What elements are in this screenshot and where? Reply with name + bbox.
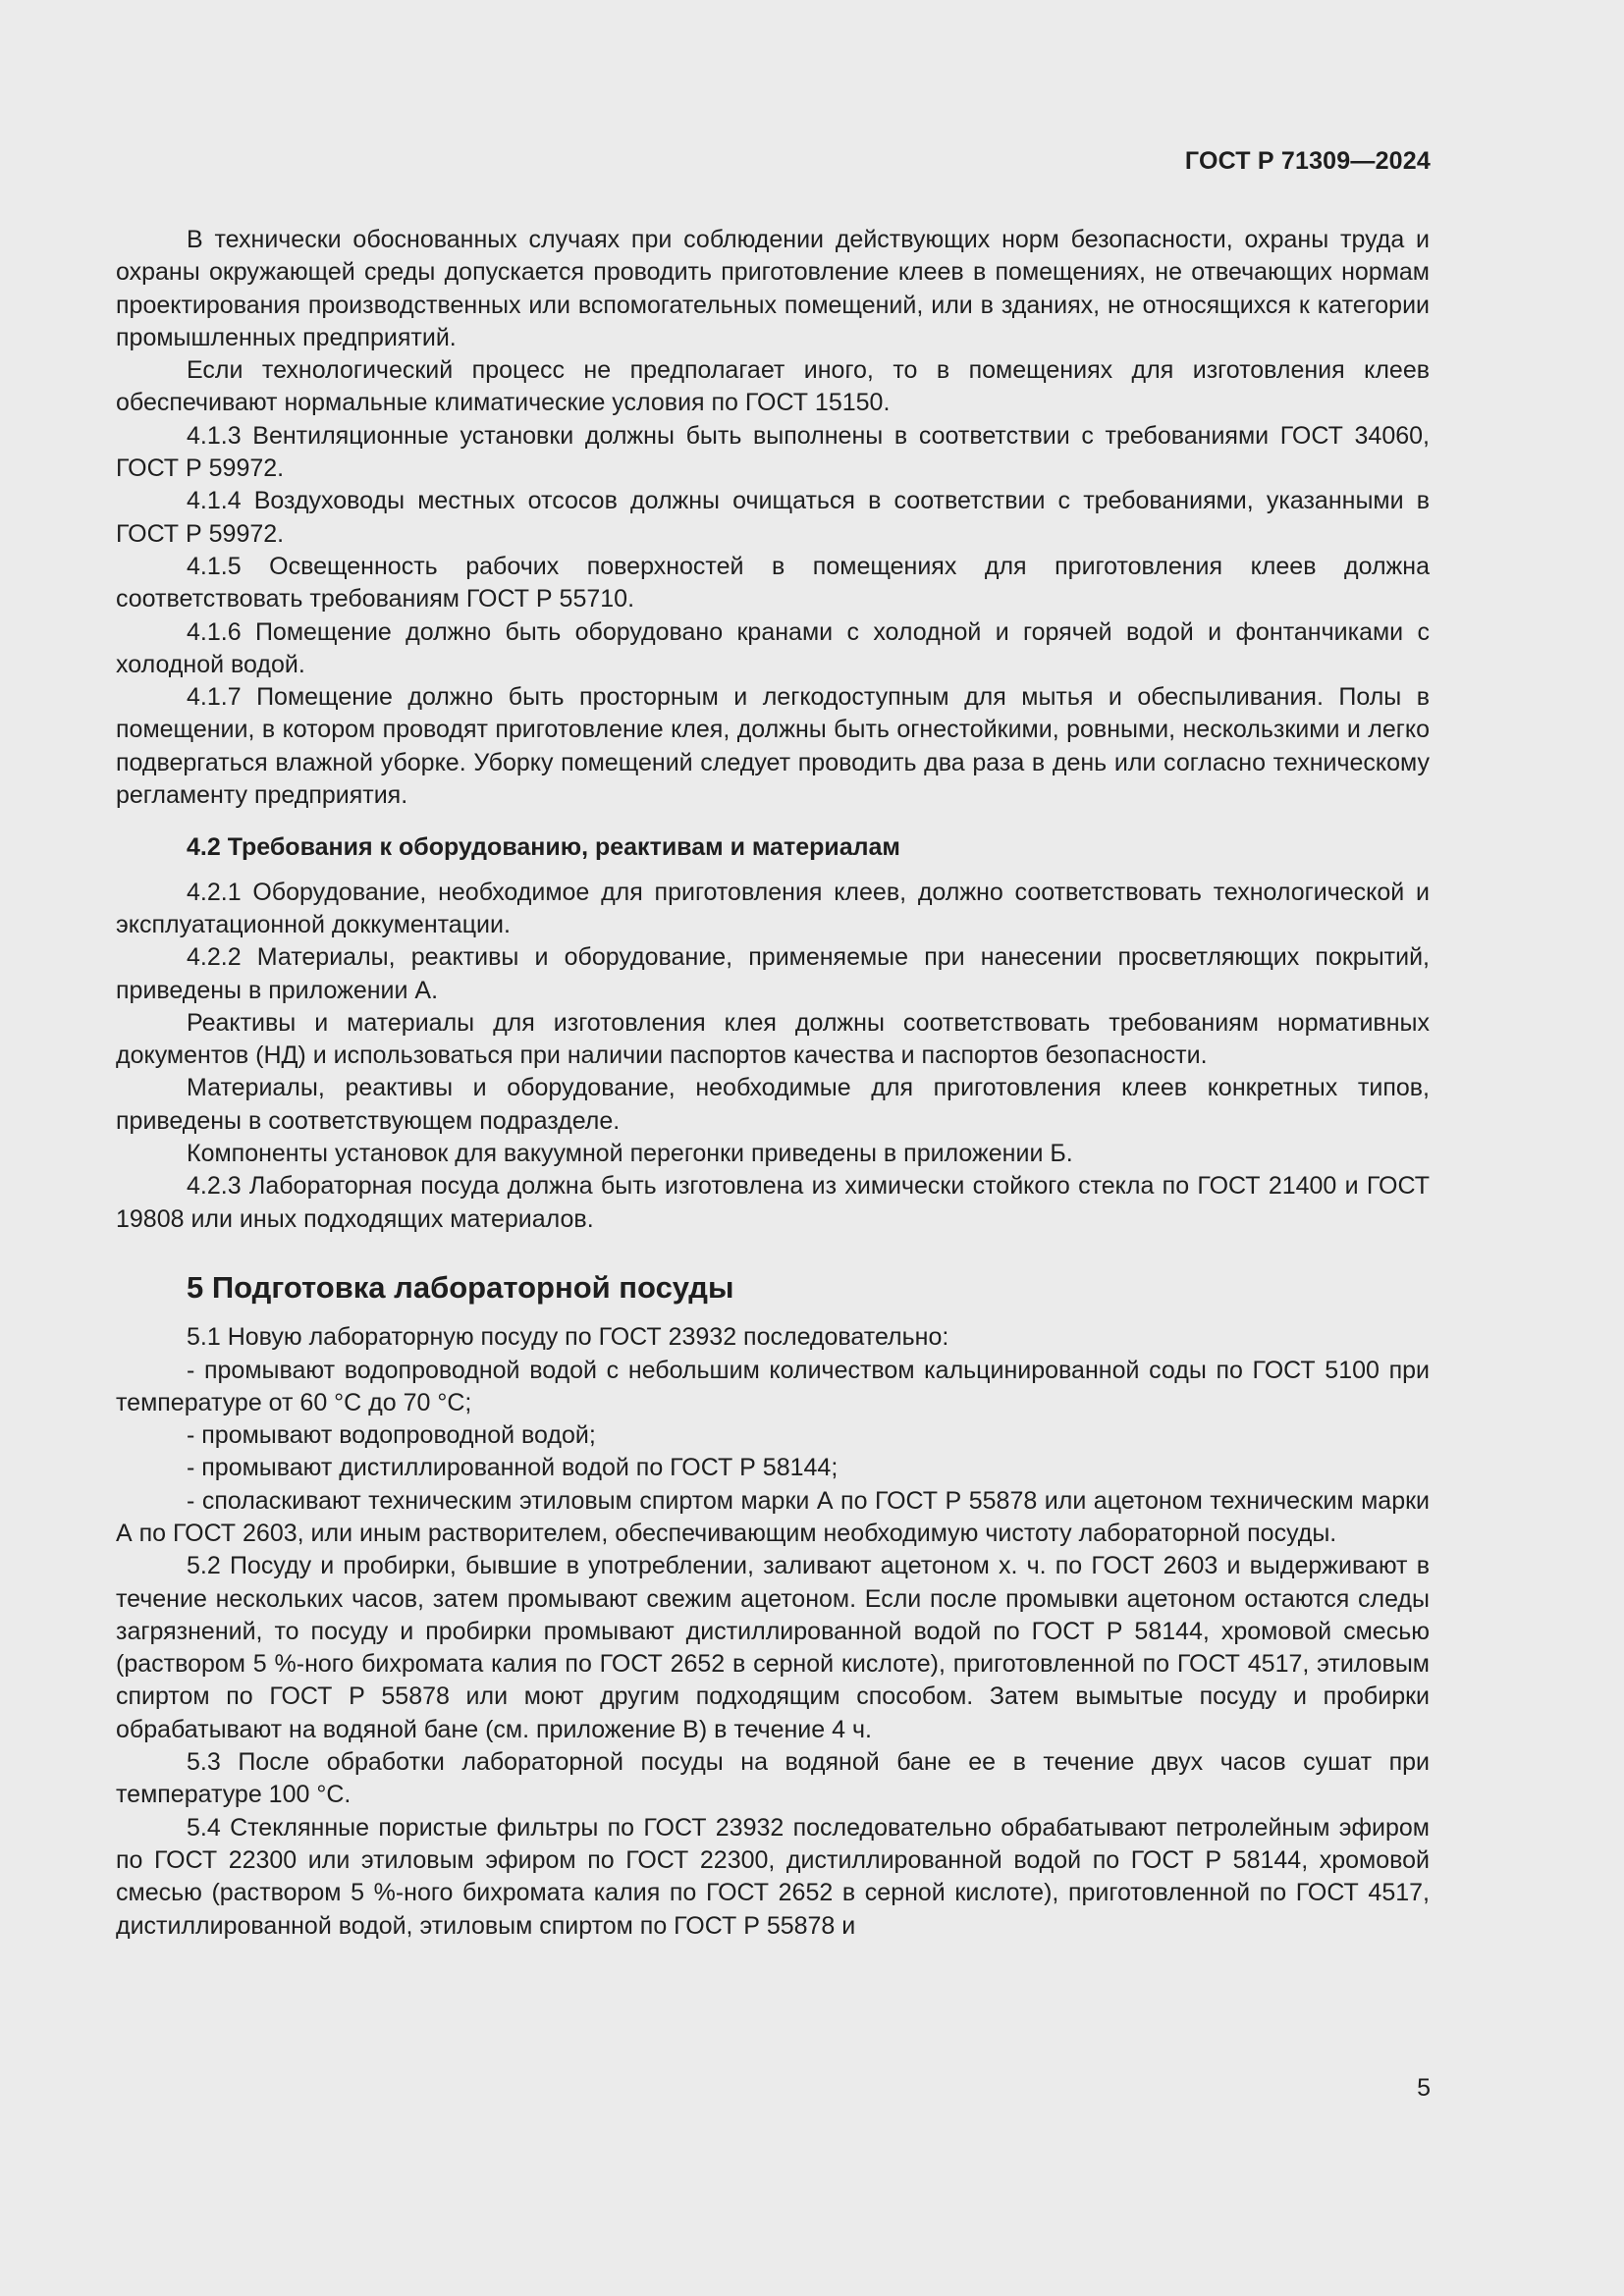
list-item: - промывают водопроводной водой с небольшим количеством кальцинированной соды по ГОСТ 5100 при температуре от 60 °С до 70 °С;: [116, 1356, 1430, 1416]
clause-4-1-3: 4.1.3 Вентиляционные установки должны быть выполнены в соответствии с требованиями ГОСТ 34060, ГОСТ Р 59972.: [116, 421, 1430, 483]
clause-4-2-3: 4.2.3 Лабораторная посуда должна быть изготовлена из химически стойкого стекла по ГОСТ 21400 и ГОСТ 19808 или иных подходящих материалов.: [116, 1172, 1430, 1233]
section-heading-4-2: 4.2 Требования к оборудованию, реактивам и материалам: [187, 833, 900, 862]
paragraph: Компоненты установок для вакуумной перегонки приведены в приложении Б.: [187, 1140, 1073, 1168]
list-item: - промывают дистиллированной водой по ГОСТ Р 58144;: [187, 1454, 839, 1482]
paragraph: Материалы, реактивы и оборудование, необходимые для приготовления клеев конкретных типов, приведены в соответствующем подразделе.: [116, 1074, 1430, 1135]
list-item: - промывают водопроводной водой;: [187, 1421, 596, 1450]
clause-4-2-1: 4.2.1 Оборудование, необходимое для приготовления клеев, должно соответствовать технологической и эксплуатационной доккументации.: [116, 878, 1430, 938]
clause-5-1: 5.1 Новую лабораторную посуду по ГОСТ 23932 последовательно:: [187, 1323, 949, 1352]
document-code-header: ГОСТ Р 71309—2024: [1184, 147, 1431, 175]
clause-4-1-4: 4.1.4 Воздуховоды местных отсосов должны очищаться в соответствии с требованиями, указанными в ГОСТ Р 59972.: [116, 487, 1430, 548]
section-heading-5: 5 Подготовка лабораторной посуды: [187, 1269, 734, 1305]
list-item: - споласкивают техническим этиловым спиртом марки А по ГОСТ Р 55878 или ацетоном техническим марки А по ГОСТ 2603, или иным растворителем, обеспечивающим необходимую чистоту лабораторной посуды.: [116, 1486, 1430, 1547]
clause-4-1-5: 4.1.5 Освещенность рабочих поверхностей в помещениях для приготовления клеев должна соответствовать требованиям ГОСТ Р 55710.: [116, 552, 1430, 614]
clause-4-1-7: 4.1.7 Помещение должно быть просторным и легкодоступным для мытья и обеспыливания. Полы в помещении, в котором проводят приготовление клея, должны быть огнестойкими, ровными, нескользкими и легко подвергаться влажной уборке. Уборку помещений следует проводить два раза в день или согласно техническому регламенту предприятия.: [116, 683, 1430, 810]
page-number: 5: [1417, 2074, 1431, 2102]
clause-4-1-6: 4.1.6 Помещение должно быть оборудовано кранами с холодной и горячей водой и фонтанчиками с холодной водой.: [116, 617, 1430, 678]
paragraph: Реактивы и материалы для изготовления клея должны соответствовать требованиям нормативных документов (НД) и использоваться при наличии паспортов качества и паспортов безопасности.: [116, 1008, 1430, 1070]
paragraph: Если технологический процесс не предполагает иного, то в помещениях для изготовления клеев обеспечивают нормальные климатические условия по ГОСТ 15150.: [116, 356, 1430, 417]
clause-5-3: 5.3 После обработки лабораторной посуды на водяной бане ее в течение двух часов сушат при температуре 100 °С.: [116, 1748, 1430, 1809]
clause-4-2-2: 4.2.2 Материалы, реактивы и оборудование, применяемые при нанесении просветляющих покрытий, приведены в приложении А.: [116, 943, 1430, 1004]
document-body: [116, 224, 1430, 1943]
clause-5-4: 5.4 Стеклянные пористые фильтры по ГОСТ 23932 последовательно обрабатывают петролейным эфиром по ГОСТ 22300 или этиловым эфиром по ГОСТ 22300, дистиллированной водой по ГОСТ Р 58144, хромовой смесью (раствором 5 %-ного бихромата калия по ГОСТ 2652 в серной кислоте), приготовленной по ГОСТ 4517, дистиллированной водой, этиловым спиртом по ГОСТ Р 55878 и: [116, 1813, 1430, 1940]
clause-5-2: 5.2 Посуду и пробирки, бывшие в употреблении, заливают ацетоном х. ч. по ГОСТ 2603 и выдерживают в течение нескольких часов, затем промывают свежим ацетоном. Если после промывки ацетоном остаются следы загрязнений, то посуду и пробирки промывают дистиллированной водой по ГОСТ Р 58144, хромовой смесью (раствором 5 %-ного бихромата калия по ГОСТ 2652 в серной кислоте), приготовленной по ГОСТ 4517, этиловым спиртом по ГОСТ Р 55878 или моют другим подходящим способом. Затем вымытые посуду и пробирки обрабатывают на водяной бане (см. приложение В) в течение 4 ч.: [116, 1552, 1430, 1743]
paragraph: В технически обоснованных случаях при соблюдении действующих норм безопасности, охраны труда и охраны окружающей среды допускается проводить приготовление клеев в помещениях, не отвечающих нормам проектирования производственных или вспомогательных помещений, или в зданиях, не относящихся к категории промышленных предприятий.: [116, 226, 1430, 351]
